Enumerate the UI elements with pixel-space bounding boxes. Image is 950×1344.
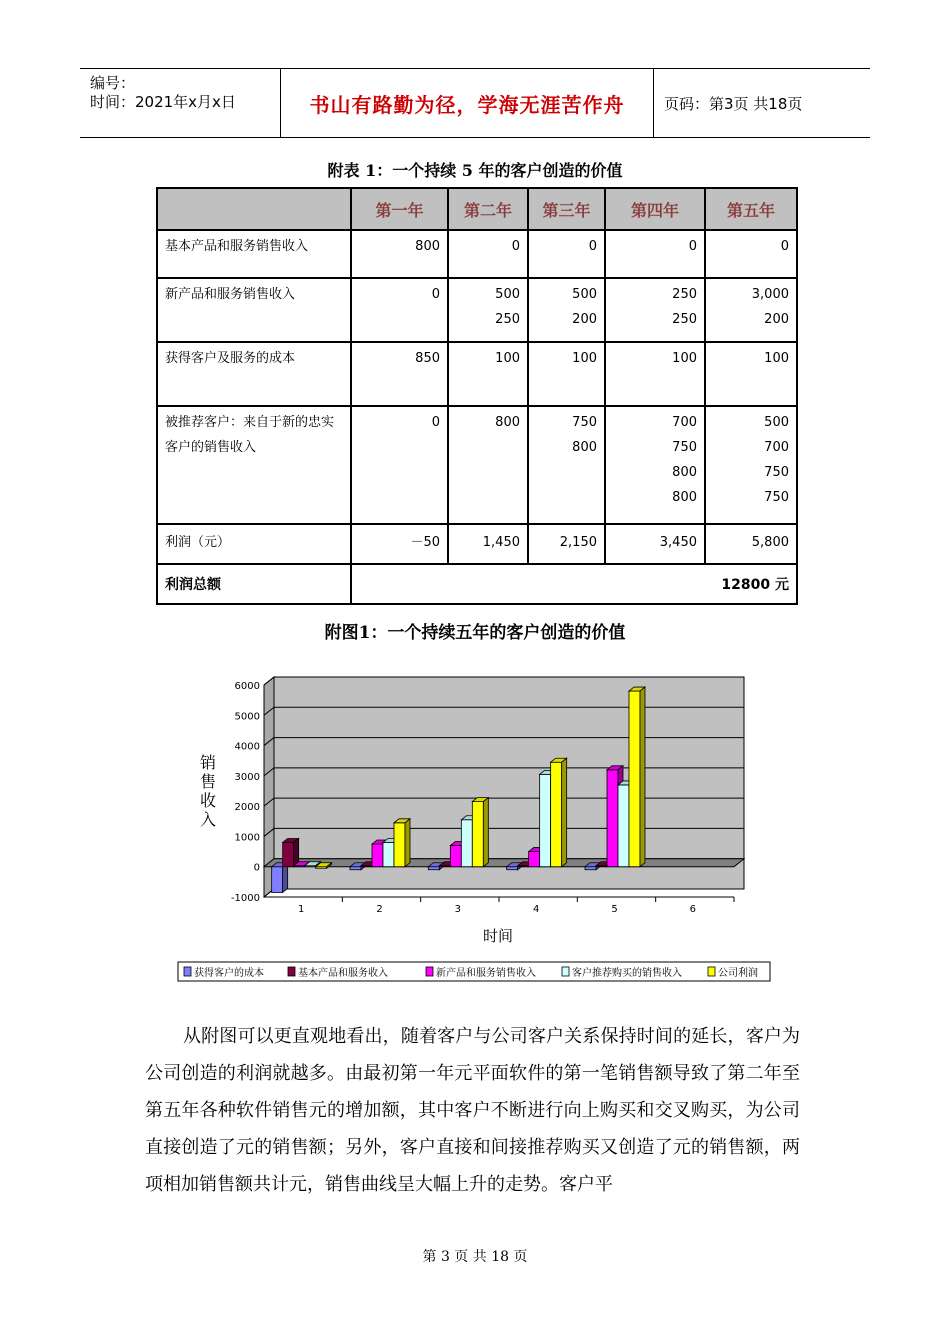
x-tick-label: 3 bbox=[454, 904, 462, 915]
legend-swatch bbox=[562, 967, 569, 976]
number-label: 编号： bbox=[90, 74, 136, 92]
table-cell: 100 bbox=[448, 342, 528, 406]
table-cell: 100 bbox=[605, 342, 705, 406]
y-axis-label: 售 bbox=[199, 772, 217, 791]
table-cell: 0 bbox=[448, 230, 528, 278]
table-cell: 850 bbox=[351, 342, 448, 406]
legend-label: 新产品和服务销售收入 bbox=[436, 968, 536, 979]
table-cell: 0 bbox=[705, 230, 797, 278]
table-cell: 700 750 800 800 bbox=[605, 406, 705, 524]
page-info: 页码：第3页 共18页 bbox=[664, 94, 803, 113]
table-cell: 0 bbox=[605, 230, 705, 278]
table-cell: 500 200 bbox=[528, 278, 605, 342]
bar-chart bbox=[170, 660, 780, 985]
table-cell: 100 bbox=[705, 342, 797, 406]
legend-label: 获得客户的成本 bbox=[194, 968, 264, 979]
total-label: 利润总额 bbox=[157, 564, 351, 604]
body-paragraph: 从附图可以更直观地看出，随着客户与公司客户关系保持时间的延长，客户为公司创造的利润就越多。由最初第一年元平面软件的第一笔销售额导致了第二年至第五年各种软件销售元的增加额，其中客户不断进行向上购买和交叉购买，为公司直接创造了元的销售额；另外，客户直接和间接推荐购买又创造了元的销售额，两项相加销售额共计元，销售曲线呈大幅上升的走势。客户平 bbox=[145, 1026, 800, 1195]
x-axis-label: 时间 bbox=[482, 927, 514, 945]
x-tick-label: 2 bbox=[376, 904, 383, 915]
header-motto-cell bbox=[281, 69, 654, 137]
table-cell: 500 700 750 750 bbox=[705, 406, 797, 524]
table-row bbox=[157, 230, 797, 278]
chart-title: 附图1：一个持续五年的客户创造的价值 bbox=[324, 623, 626, 643]
bar-2 bbox=[607, 770, 618, 867]
table-row bbox=[157, 342, 797, 406]
row-label: 利润（元） bbox=[157, 524, 351, 564]
table-title: 附表 1：一个持续 5 年的客户创造的价值 bbox=[327, 161, 623, 180]
legend-swatch bbox=[708, 967, 715, 976]
table-row bbox=[157, 524, 797, 564]
bar-2 bbox=[450, 846, 461, 867]
row-label: 基本产品和服务销售收入 bbox=[157, 230, 351, 278]
row-label: 获得客户及服务的成本 bbox=[157, 342, 351, 406]
table-cell: 0 bbox=[528, 230, 605, 278]
x-tick-label: 1 bbox=[297, 904, 305, 915]
bar-4 bbox=[551, 762, 562, 866]
table-header-row bbox=[157, 188, 797, 230]
motto: 书山有路勤为径，学海无涯苦作舟 bbox=[309, 92, 625, 117]
bar-4 bbox=[394, 823, 405, 867]
header-cell bbox=[157, 188, 351, 230]
table-cell: 1,450 bbox=[448, 524, 528, 564]
y-tick-label: 3000 bbox=[234, 771, 260, 783]
table-row bbox=[157, 406, 797, 524]
legend-label: 客户推荐购买的销售收入 bbox=[572, 968, 682, 979]
value-table bbox=[156, 187, 798, 605]
y-tick-label: 2000 bbox=[234, 802, 260, 814]
chart-floor bbox=[264, 859, 744, 867]
x-tick-label: 4 bbox=[532, 904, 540, 915]
legend-swatch bbox=[288, 967, 295, 976]
header-cell: 第二年 bbox=[448, 188, 528, 230]
table-cell: 100 bbox=[528, 342, 605, 406]
bar-2 bbox=[372, 844, 383, 867]
table-cell: 3,000 200 bbox=[705, 278, 797, 342]
bar-4 bbox=[472, 802, 483, 867]
bar-3 bbox=[618, 785, 629, 867]
table-cell: 750 800 bbox=[528, 406, 605, 524]
table-cell: 500 250 bbox=[448, 278, 528, 342]
table-cell: 800 bbox=[351, 230, 448, 278]
x-tick-label: 5 bbox=[611, 904, 618, 915]
y-axis-label: 入 bbox=[199, 810, 217, 829]
total-row bbox=[157, 564, 797, 604]
bar-3 bbox=[540, 774, 551, 866]
bar-0 bbox=[272, 867, 283, 893]
row-label: 新产品和服务销售收入 bbox=[157, 278, 351, 342]
y-axis-label: 收 bbox=[199, 791, 217, 810]
x-tick-label: 6 bbox=[689, 904, 697, 915]
table-cell: 0 bbox=[351, 278, 448, 342]
header-cell: 第五年 bbox=[705, 188, 797, 230]
bar-2 bbox=[529, 852, 540, 867]
header-cell: 第三年 bbox=[528, 188, 605, 230]
legend-label: 基本产品和服务收入 bbox=[298, 968, 388, 979]
table-cell: 5,800 bbox=[705, 524, 797, 564]
table-cell: 800 bbox=[448, 406, 528, 524]
table-row bbox=[157, 278, 797, 342]
bar-side-0 bbox=[283, 863, 288, 893]
header-cell: 第一年 bbox=[351, 188, 448, 230]
header-cell: 第四年 bbox=[605, 188, 705, 230]
table-cell: －50 bbox=[351, 524, 448, 564]
legend-swatch bbox=[184, 967, 191, 976]
total-value: 12800 元 bbox=[351, 564, 797, 604]
bar-side-4 bbox=[640, 687, 645, 867]
bar-side-4 bbox=[562, 758, 567, 866]
y-tick-label: 1000 bbox=[234, 832, 260, 844]
table-cell: 3,450 bbox=[605, 524, 705, 564]
y-tick-label: -1000 bbox=[230, 893, 260, 904]
page-footer: 第 3 页 共 18 页 bbox=[422, 1249, 528, 1265]
table-cell: 250 250 bbox=[605, 278, 705, 342]
y-tick-label: 6000 bbox=[234, 681, 260, 692]
bar-0 bbox=[428, 867, 439, 870]
chart-back-wall bbox=[274, 677, 744, 889]
y-tick-label: 0 bbox=[253, 862, 260, 874]
time-label: 时间：2021年x月x日 bbox=[90, 93, 236, 111]
y-tick-label: 4000 bbox=[234, 741, 260, 753]
bar-3 bbox=[461, 820, 472, 867]
row-label: 被推荐客户：来自于新的忠实客户的销售收入 bbox=[157, 406, 351, 524]
bar-3 bbox=[383, 842, 394, 866]
legend-label: 公司利润 bbox=[718, 968, 758, 979]
bar-1 bbox=[283, 842, 294, 866]
table-cell: 0 bbox=[351, 406, 448, 524]
table-cell: 2,150 bbox=[528, 524, 605, 564]
header-page-cell bbox=[654, 69, 870, 137]
bar-0 bbox=[350, 867, 361, 870]
y-axis-label: 销 bbox=[199, 753, 217, 772]
legend-swatch bbox=[426, 967, 433, 976]
y-tick-label: 5000 bbox=[234, 711, 260, 723]
bar-4 bbox=[629, 691, 640, 867]
bar-0 bbox=[585, 867, 596, 870]
bar-0 bbox=[507, 867, 518, 870]
bar-side-4 bbox=[483, 798, 488, 867]
page-header bbox=[80, 68, 870, 138]
header-meta bbox=[80, 69, 281, 137]
bar-side-4 bbox=[405, 819, 410, 867]
